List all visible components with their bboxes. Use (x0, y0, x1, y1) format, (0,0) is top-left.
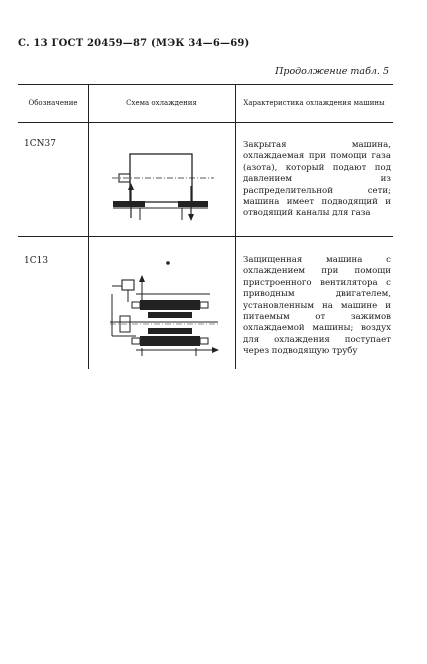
column-header-scheme: Схема охлаждения (126, 99, 197, 107)
table-row-rule (18, 236, 393, 237)
table-col-divider-2 (235, 84, 236, 369)
closed-machine-gas-cooling-diagram-icon (110, 146, 220, 226)
table-continuation-label: Продолжение табл. 5 (275, 66, 389, 77)
column-header-characteristic: Характеристика охлаждения машины (243, 99, 385, 107)
page-header: С. 13 ГОСТ 20459—87 (МЭК 34—6—69) (18, 38, 250, 49)
row-1-description: Закрытая машина, охлаждаемая при помощи газа (азота), который подают под давлением из распределительной сети; машина имеет подводящий и отводящий каналы для газа (243, 140, 391, 219)
table-header-rule (18, 122, 393, 123)
row-1-code: 1CN37 (24, 139, 56, 149)
row-2-description: Защищенная машина с охлаждением при помощи пристроенного вентилятора с приводным двигателем, установленным на машине и питаемым от зажимов охлаждаемой машины; воздух для охлаждения поступает через подводящую трубу (243, 255, 391, 357)
row-2-code: 1C13 (24, 256, 49, 266)
table-col-divider-1 (88, 84, 89, 369)
column-header-designation: Обозначение (28, 99, 78, 107)
protected-machine-fan-cooling-diagram-icon (106, 254, 226, 364)
